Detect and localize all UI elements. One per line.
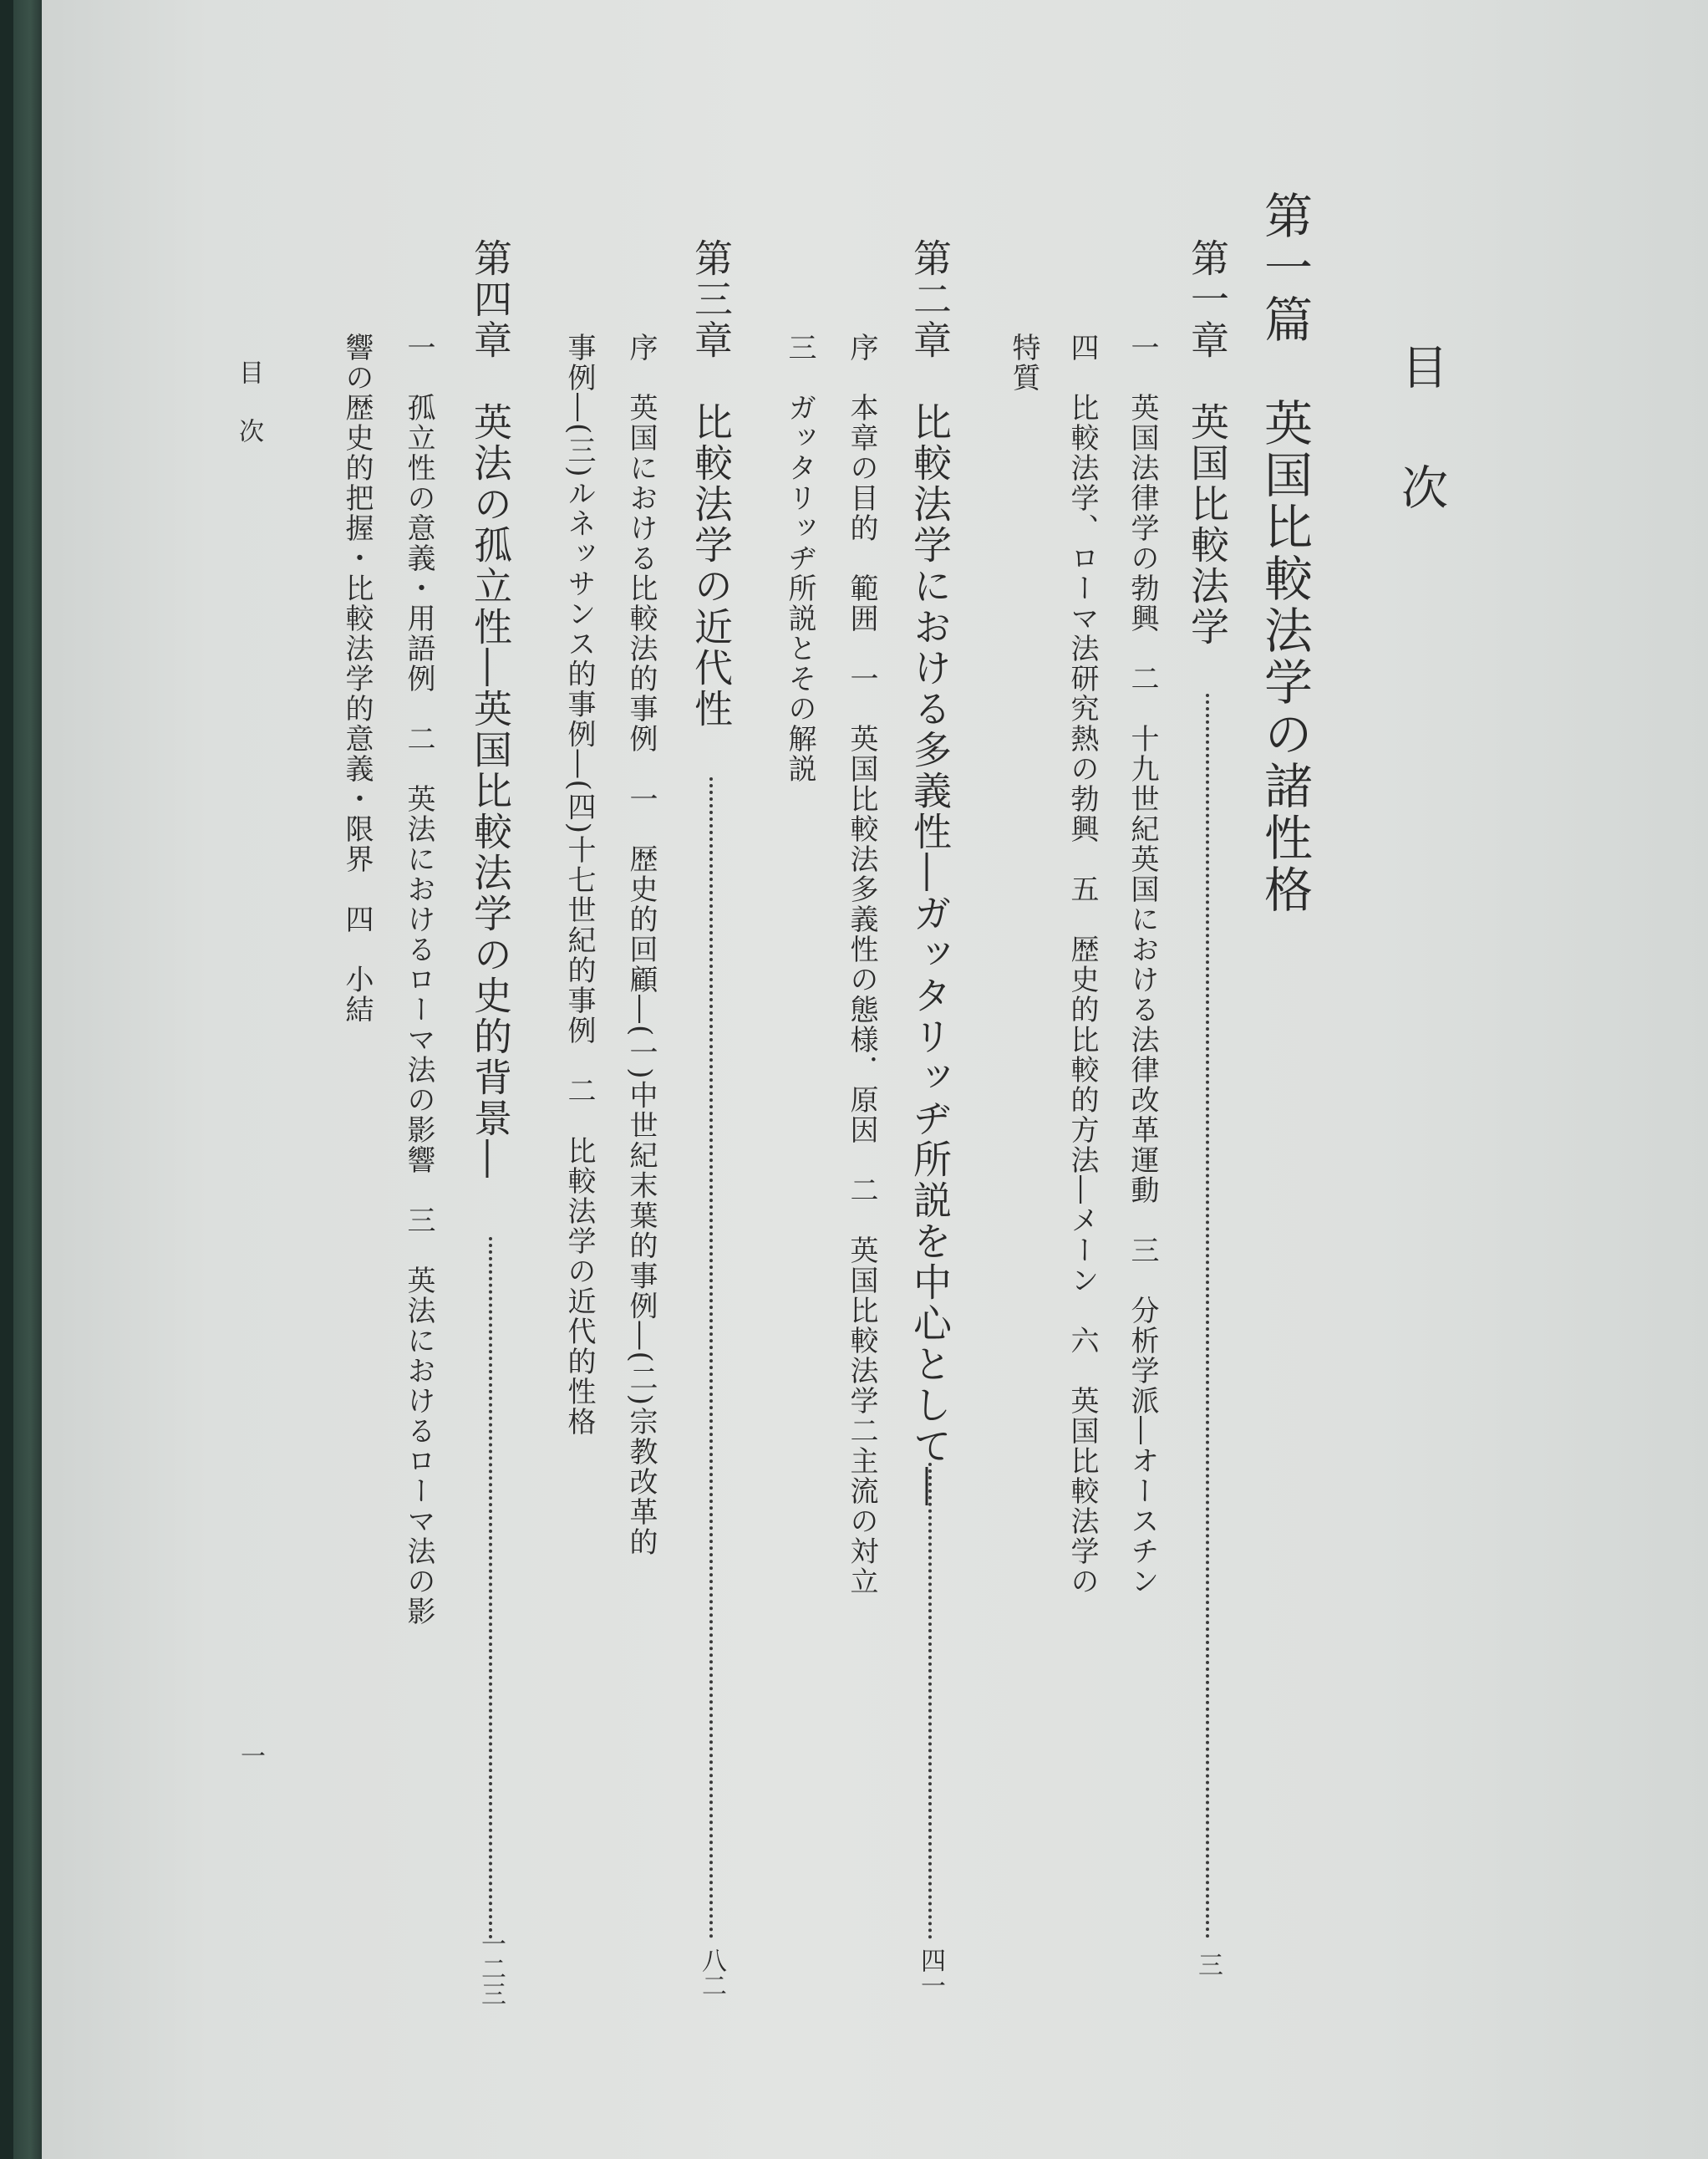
- chapter-4-section-line-1: 一 孤立性の意義・用語例 二 英法におけるローマ法の影響 三 英法におけるローマ法の影: [402, 333, 435, 1627]
- book-cover-edge: [13, 0, 42, 2159]
- chapter-3-section-line-1: 序 英国における比較法的事例 一 歴史的回顧―(一)中世紀末葉的事例―(二)宗教改革的: [624, 333, 658, 1558]
- chapter-2-page: 四一: [916, 1948, 945, 1998]
- chapter-4-heading: 第四章 英法の孤立性―英国比較法学の史的背景―: [468, 238, 513, 1180]
- chapter-4-section-line-2: 響の歴史的把握・比較法学的意義・限界 四 小結: [340, 333, 374, 1025]
- chapter-1-heading: 第一章 英国比較法学: [1185, 238, 1230, 648]
- chapter-1-section-line-2: 四 比較法学、ローマ法研究熱の勃興 五 歴史的比較的方法―メーン 六 英国比較法学の: [1065, 333, 1099, 1596]
- chapter-4-page: 一二三: [476, 1931, 506, 2006]
- chapter-3-page: 八二: [697, 1948, 726, 1998]
- chapter-4-leader: [489, 1237, 492, 1939]
- page-number: 一: [236, 1743, 265, 1768]
- toc-page: [42, 0, 1708, 2159]
- chapter-2-heading: 第二章 比較法学における多義性―ガッタリッヂ所説を中心として―: [907, 238, 953, 1508]
- chapter-3-heading: 第三章 比較法学の近代性: [689, 238, 734, 730]
- running-head: 目次: [234, 359, 263, 476]
- chapter-2-section-line-2: 三 ガッタリッヂ所説とその解説: [783, 333, 816, 784]
- book-binding: [0, 0, 13, 2159]
- chapter-1-leader: [1206, 694, 1209, 1939]
- chapter-1-section-line-1: 一 英国法律学の勃興 二 十九世紀英国における法律改革運動 三 分析学派―オースチン: [1126, 333, 1159, 1596]
- chapter-1-section-line-3: 特質: [1007, 333, 1040, 393]
- chapter-2-leader: [928, 1463, 932, 1939]
- page-title: 目 次: [1394, 343, 1448, 523]
- chapter-2-section-line-1: 序 本章の目的 範囲 一 英国比較法多義性の態様．原因 二 英国比較法学二主流の対立: [845, 333, 878, 1596]
- chapter-1-page: 三: [1193, 1952, 1223, 1977]
- chapter-3-leader: [709, 777, 713, 1939]
- chapter-3-section-line-2: 事例―(三)ルネッサンス的事例―(四)十七世紀的事例 二 比較法学の近代的性格: [562, 333, 596, 1438]
- part-heading: 第一篇 英国比較法学の諸性格: [1256, 191, 1313, 916]
